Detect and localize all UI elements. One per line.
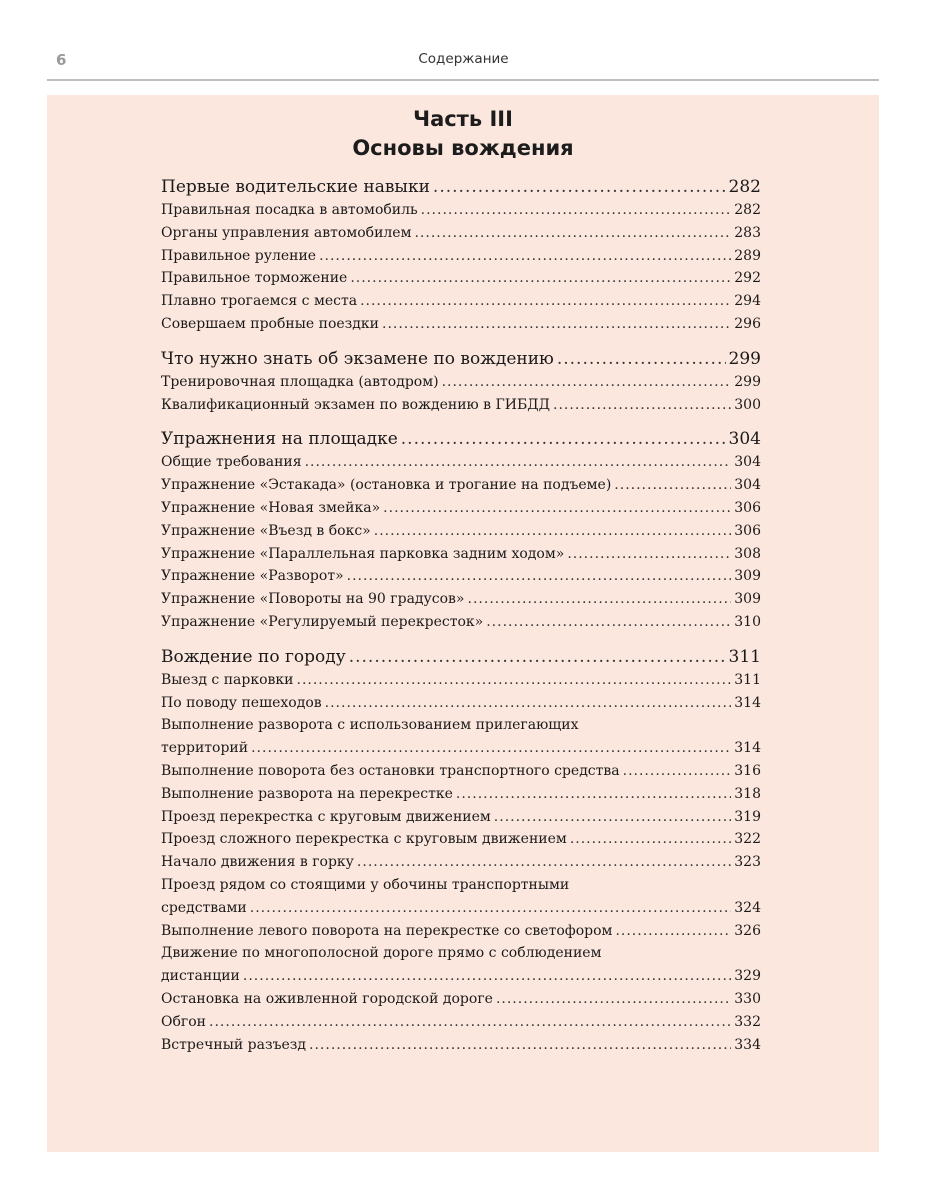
toc-entry[interactable] [161,1034,761,1057]
toc-entry[interactable] [161,988,761,1011]
dot-leader [421,199,732,222]
dot-leader [209,1011,731,1034]
toc-entry-title: Выполнение поворота без остановки транспортного средства [161,762,620,779]
toc-entry[interactable] [161,290,761,313]
toc-section-group [161,347,761,417]
toc-entry-title: Правильная посадка в автомобиль [161,202,418,218]
toc-entry[interactable] [161,199,761,222]
dot-leader [553,394,731,417]
dot-leader [325,692,732,715]
toc-page-number: 314 [734,740,761,757]
toc-entry[interactable] [161,828,761,851]
toc-page-number: 322 [734,831,761,848]
dot-leader [319,245,731,268]
toc-entry[interactable] [161,543,761,566]
toc-page-number: 326 [734,922,761,939]
dot-leader [243,965,731,988]
toc-entry[interactable] [161,783,761,806]
dot-leader [486,611,731,634]
toc-entry-title: Выполнение левого поворота на перекрестке со светофором [161,922,613,939]
toc-page-number: 309 [734,591,761,608]
toc-page-number: 289 [734,247,761,264]
toc-section-title: Первые водительские навыки [161,177,430,197]
toc-page-number: 296 [734,315,761,332]
toc-entry-title: Упражнение «Разворот» [161,568,344,585]
toc-entry-title: Правильное руление [161,247,317,264]
toc-page-number: 304 [734,454,761,471]
dot-leader [383,497,731,520]
toc-page-number: 304 [728,429,761,450]
toc-entry-title: Выполнение разворота с использованием прилегающих [161,717,579,734]
toc-page-number: 292 [734,270,761,287]
toc-page-number: 330 [734,990,761,1007]
toc-entry[interactable] [161,371,761,394]
toc-entry-title: Проезд рядом со стоящими у обочины транспортными [161,876,570,893]
toc-entry[interactable] [161,394,761,417]
toc-entry[interactable] [161,497,761,520]
toc-page-number: 306 [734,522,761,539]
toc-entry-multiline[interactable] [161,714,761,760]
toc-page-number: 308 [734,545,761,562]
toc-page-number: 316 [734,762,761,779]
toc-entry-title: Выезд с парковки [161,671,294,688]
toc-entry[interactable] [161,851,761,874]
dot-leader [360,290,731,313]
toc-entry[interactable] [161,267,761,290]
toc-entry-title: Общие требования [161,454,302,471]
toc-page-number: 329 [734,968,761,985]
toc-entry-title-continued: территорий [161,740,249,757]
dot-leader [615,920,731,943]
toc-page-number: 299 [728,348,761,369]
running-title: Содержание [418,51,509,67]
toc-entry-title-continued: средствами [161,899,247,916]
toc-entry[interactable] [161,692,761,715]
dot-leader [357,851,731,874]
toc-entry-title: Тренировочная площадка (автодром) [161,373,439,390]
toc-entry[interactable] [161,565,761,588]
toc-entry[interactable] [161,245,761,268]
dot-leader [401,427,726,451]
toc-entry-title: Упражнение «Эстакада» (остановка и трогание на подъеме) [161,477,612,494]
dot-leader [347,565,732,588]
toc-entry-title: Органы управления автомобилем [161,224,412,241]
toc-entry-title: Проезд сложного перекрестка с круговым движением [161,831,567,848]
dot-leader [614,474,731,497]
toc-entry[interactable] [161,920,761,943]
toc-page-number: 319 [734,808,761,825]
dot-leader [567,543,731,566]
contents-panel [47,95,879,1152]
toc-entry-title: Упражнение «Регулируемый перекресток» [161,613,484,630]
toc-section-group [161,427,761,633]
toc-page-number: 314 [734,694,761,711]
toc-section-group [161,175,761,336]
toc-page-number: 282 [728,177,761,197]
toc-entry[interactable] [161,451,761,474]
toc-entry[interactable] [161,1011,761,1034]
dot-leader [494,806,731,829]
toc-entry-multiline[interactable] [161,942,761,988]
toc-section-title: Упражнения на площадке [161,429,398,450]
dot-leader [570,828,731,851]
toc-entry-title: Правильное торможение [161,270,348,287]
dot-leader [297,669,732,692]
dot-leader [623,760,732,783]
dot-leader [496,988,731,1011]
dot-leader [349,645,726,669]
page-number: 6 [56,51,68,69]
toc-entry[interactable] [161,760,761,783]
toc-page-number: 299 [734,373,761,390]
part-label: Часть III [413,107,513,131]
toc-entry[interactable] [161,222,761,245]
dot-leader [414,222,731,245]
toc-page-number: 311 [734,671,761,688]
toc-section-title: Что нужно знать об экзамене по вождению [161,348,554,369]
dot-leader [433,175,726,199]
toc-entry-title: Движение по многополосной дороге прямо с соблюдением [161,945,602,962]
toc-page-number: 282 [734,202,761,218]
dot-leader [557,347,726,371]
toc-section-entry[interactable] [161,645,761,669]
toc-entry-title: Выполнение разворота на перекрестке [161,785,453,802]
dot-leader [250,897,732,920]
part-heading [47,106,879,162]
toc-page-number: 294 [734,293,761,310]
toc-page-number: 332 [734,1013,761,1030]
table-of-contents [161,175,761,1067]
toc-entry-title: Плавно трогаемся с места [161,293,358,310]
toc-entry-title: Встречный разъезд [161,1036,307,1053]
toc-entry[interactable] [161,474,761,497]
toc-page-number: 323 [734,854,761,871]
toc-entry-title: Проезд перекрестка с круговым движением [161,808,491,825]
toc-entry-multiline[interactable] [161,874,761,920]
toc-page-number: 318 [734,785,761,802]
dot-leader [309,1034,731,1057]
toc-entry-title: Начало движения в горку [161,854,354,871]
dot-leader [374,520,732,543]
toc-entry-title: Совершаем пробные поездки [161,315,379,332]
toc-entry-title: Упражнение «Повороты на 90 градусов» [161,591,465,608]
toc-page-number: 283 [734,224,761,241]
toc-section-title: Вождение по городу [161,646,346,667]
toc-entry-title: Упражнение «Параллельная парковка задним ходом» [161,545,565,562]
toc-page-number: 310 [734,613,761,630]
header-divider [47,79,879,81]
dot-leader [468,588,732,611]
toc-entry-title: Квалификационный экзамен по вождению в ГИБДД [161,396,551,413]
part-title: Основы вождения [352,136,574,160]
toc-entry[interactable] [161,313,761,336]
toc-entry-title: По поводу пешеходов [161,694,322,711]
dot-leader [350,267,731,290]
toc-entry[interactable] [161,669,761,692]
toc-page-number: 309 [734,568,761,585]
toc-page-number: 304 [734,477,761,494]
toc-page-number: 334 [734,1036,761,1053]
toc-entry-title-continued: дистанции [161,968,240,985]
toc-entry[interactable] [161,588,761,611]
toc-entry[interactable] [161,806,761,829]
toc-entry-title: Обгон [161,1013,207,1030]
toc-entry[interactable] [161,520,761,543]
toc-section-entry[interactable] [161,175,761,199]
dot-leader [442,371,732,394]
dot-leader [456,783,731,806]
dot-leader [382,313,731,336]
toc-page-number: 300 [734,396,761,413]
toc-entry-title: Упражнение «Въезд в бокс» [161,522,371,539]
toc-section-group [161,645,761,1057]
toc-section-entry[interactable] [161,347,761,371]
toc-entry-title: Остановка на оживленной городской дороге [161,990,493,1007]
dot-leader [305,451,732,474]
dot-leader [251,737,731,760]
toc-entry[interactable] [161,611,761,634]
toc-page-number: 306 [734,499,761,516]
toc-page-number: 324 [734,899,761,916]
toc-entry-title: Упражнение «Новая змейка» [161,499,381,516]
toc-page-number: 311 [728,646,761,667]
toc-section-entry[interactable] [161,427,761,451]
